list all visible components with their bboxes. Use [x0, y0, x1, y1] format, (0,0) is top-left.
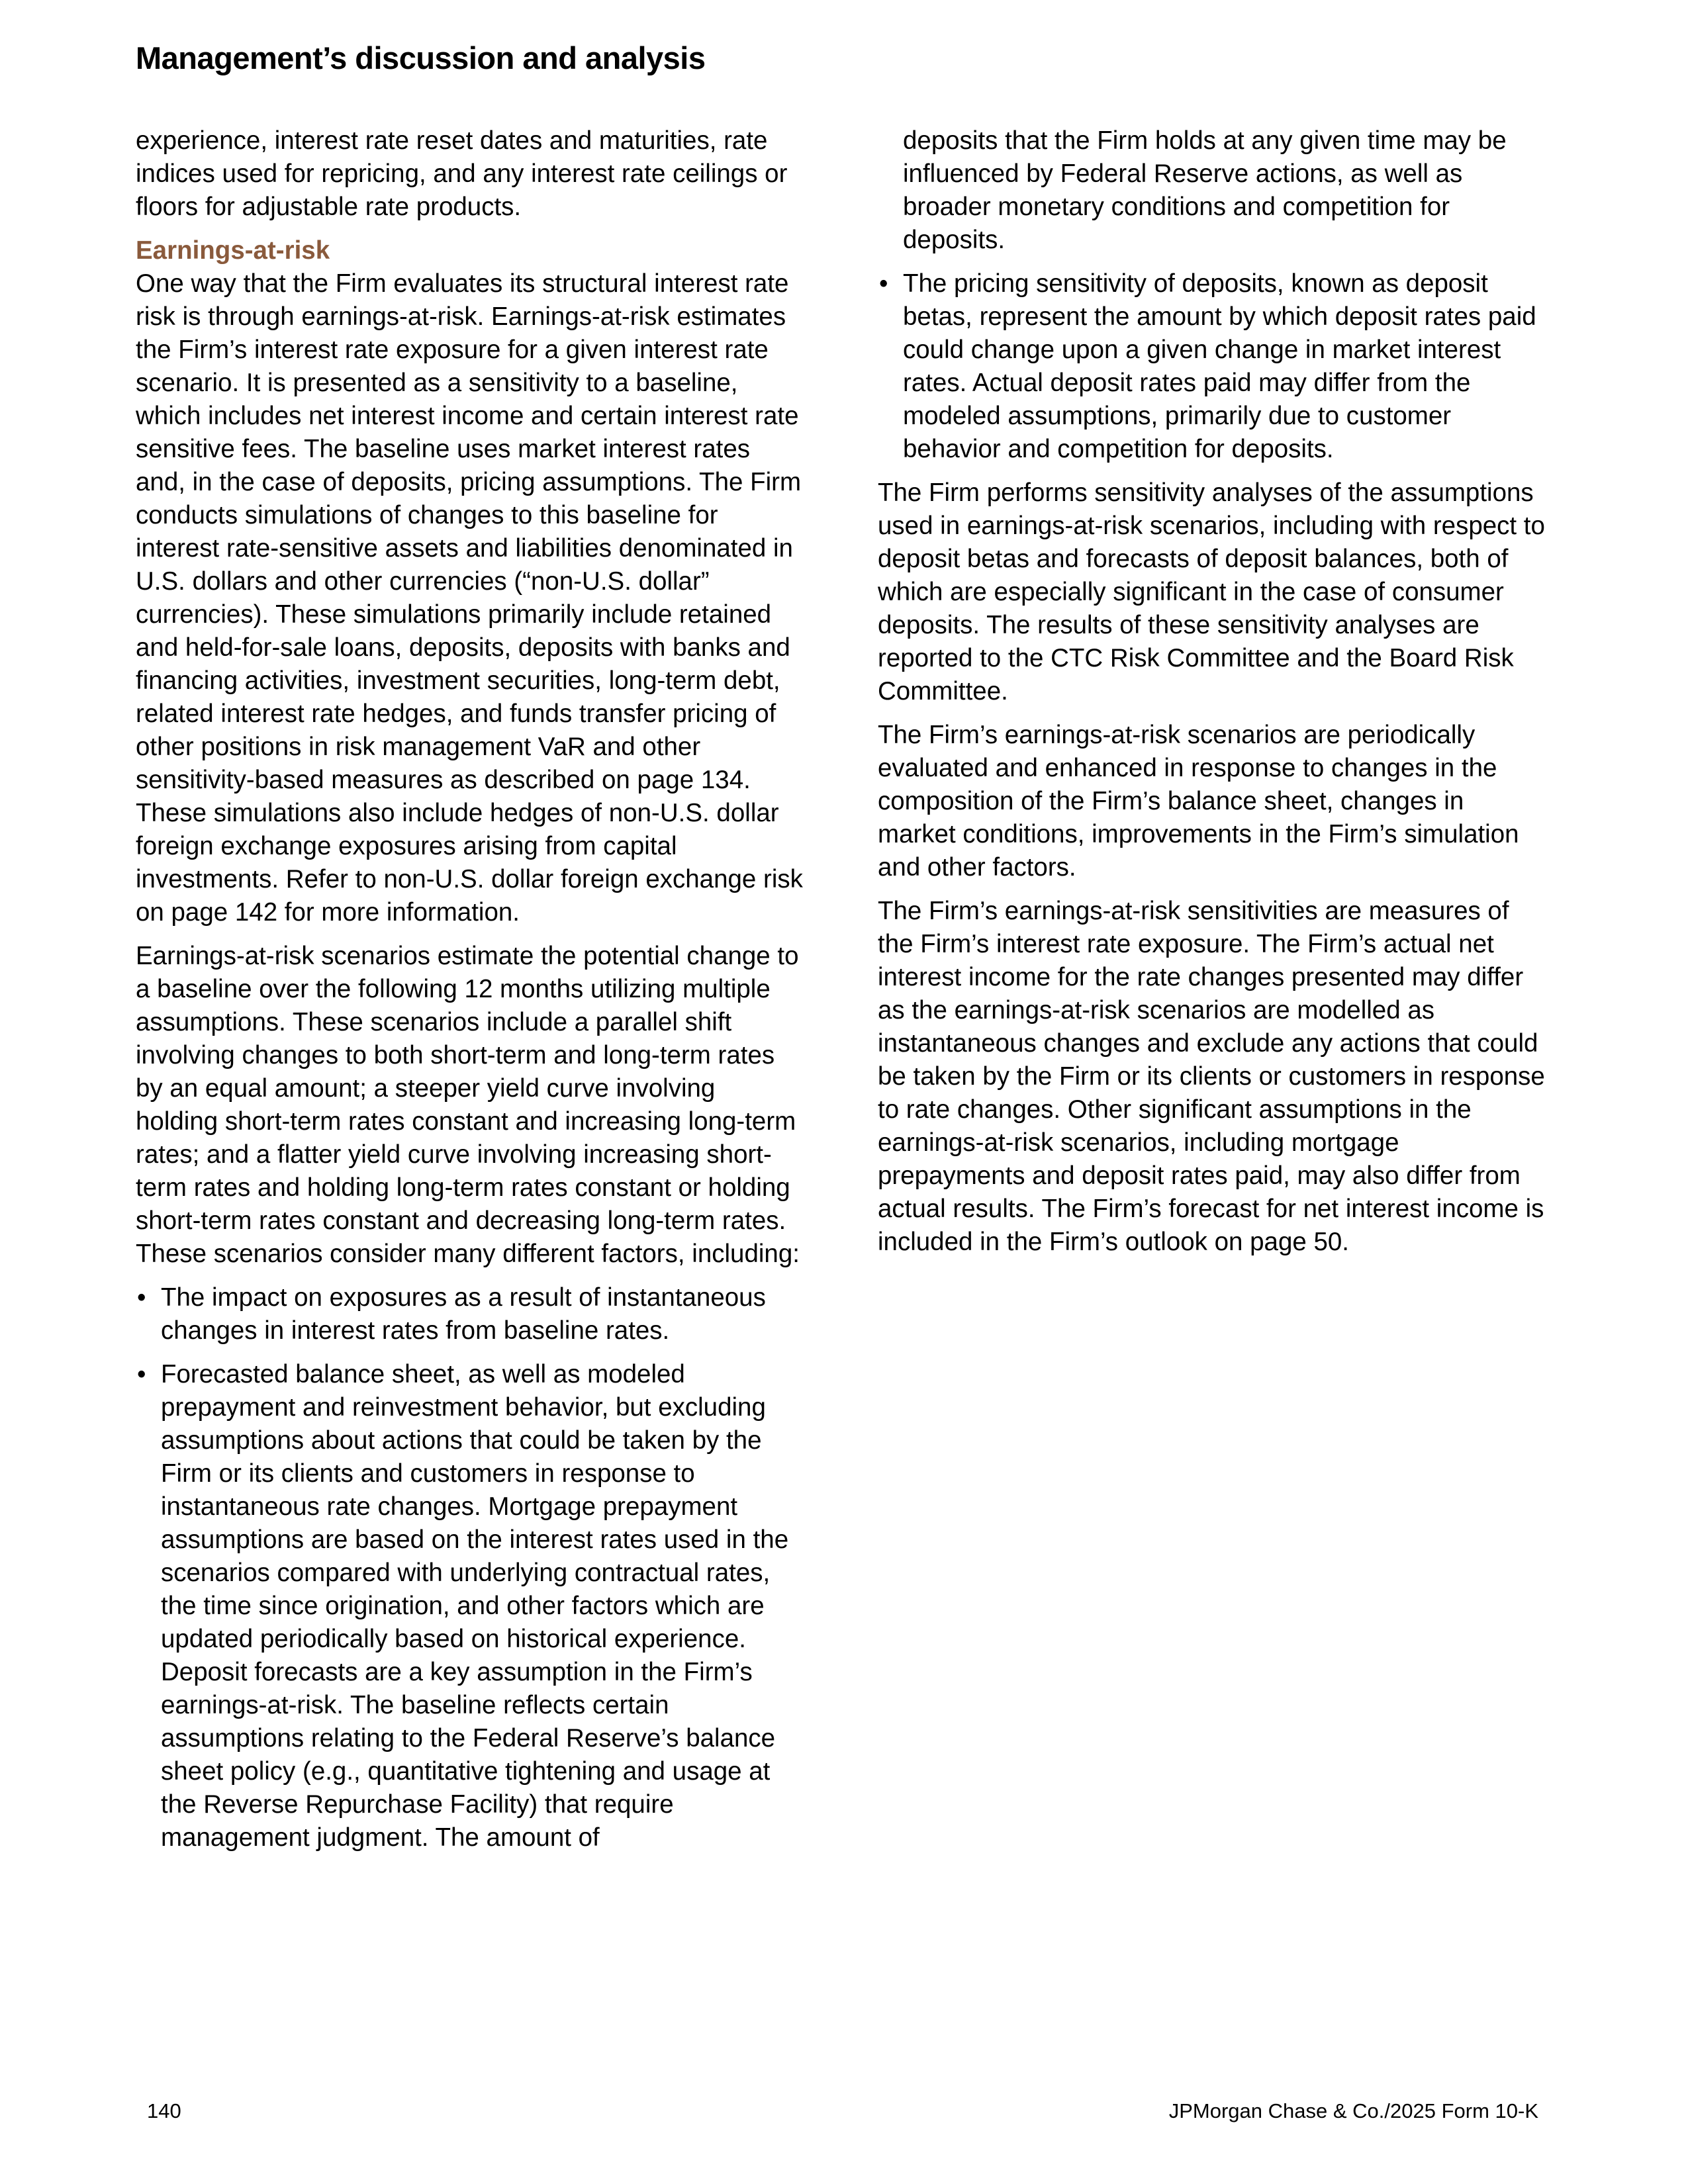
- page-number: 140: [147, 2099, 181, 2122]
- exposure-measures-paragraph: The Firm’s earnings-at-risk sensitivities are measures of the Firm’s interest rate exposure. The Firm’s actual net interest income for the rate changes presented may differ as the earnings-at-risk scenarios are modelled as instantaneous changes and exclude any actions that could be taken by the Firm or its clients or customers in response to rate changes. Other significant assumptions in the earnings-at-risk scenarios, including mortgage prepayments and deposit rates paid, may also differ from actual results. The Firm’s forecast for net interest income is included in the Firm’s outlook on page 50.: [878, 897, 1545, 1256]
- bullet-continuation: deposits that the Firm holds at any given time may be influenced by Federal Reserve actions, as well as broader monetary conditions and competition for deposits.: [903, 126, 1507, 254]
- list-item-text: The pricing sensitivity of deposits, known as deposit betas, represent the amount by which deposit rates paid could change upon a given change in market interest rates. Actual deposit rates paid may differ from the modeled assumptions, primarily due to customer behavior and competition for deposits.: [903, 269, 1536, 463]
- bullet-icon: •: [137, 1283, 146, 1312]
- list-item-text: Forecasted balance sheet, as well as modeled prepayment and reinvestment behavior, but excluding assumptions about actions that could be taken by the Firm or its clients and customers in response to instantaneous rate changes. Mortgage prepayment assumptions are based on the interest rates used in the scenarios compared with underlying contractual rates, the time since origination, and other factors which are updated periodically based on historical experience. Deposit forecasts are a key assumption in the Firm’s earnings-at-risk. The baseline reflects certain assumptions relating to the Federal Reserve’s balance sheet policy (e.g., quantitative tightening and usage at the Reverse Repurchase Facility) that require management judgment. The amount of: [161, 1360, 789, 1852]
- left-column: [136, 124, 804, 1865]
- right-column: [878, 124, 1546, 1269]
- intro-paragraph: experience, interest rate reset dates and maturities, rate indices used for repricing, and any interest rate ceilings or floors for adjustable rate products.: [136, 126, 788, 221]
- sensitivity-analysis-paragraph: The Firm performs sensitivity analyses of the assumptions used in earnings-at-risk scenarios, including with respect to deposit betas and forecasts of deposit balances, both of which are especially significant in the case of consumer deposits. The results of these sensitivity analyses are reported to the CTC Risk Committee and the Board Risk Committee.: [878, 478, 1545, 705]
- scenario-evaluation-paragraph: The Firm’s earnings-at-risk scenarios are periodically evaluated and enhanced in response to changes in the composition of the Firm’s balance sheet, changes in market conditions, improvements in the Firm’s simulation and other factors.: [878, 721, 1519, 882]
- bullet-icon: •: [137, 1360, 146, 1388]
- page-title: Management’s discussion and analysis: [136, 40, 706, 75]
- factors-list: [136, 1281, 804, 1854]
- list-item: [136, 1358, 804, 1854]
- section-heading-earnings-at-risk: Earnings-at-risk: [136, 236, 330, 265]
- bullet-icon: •: [879, 269, 888, 298]
- earnings-at-risk-paragraph-1: One way that the Firm evaluates its structural interest rate risk is through earnings-at-risk. Earnings-at-risk estimates the Firm’s interest rate exposure for a given interest rate scenario. It is presented as a sensitivity to a baseline, which includes net interest income and certain interest rate sensitive fees. The baseline uses market interest rates and, in the case of deposits, pricing assumptions. The Firm conducts simulations of changes to this baseline for interest rate-sensitive assets and liabilities denominated in U.S. dollars and other currencies (“non-U.S. dollar” currencies). These simulations primarily include retained and held-for-sale loans, deposits, deposits with banks and financing activities, investment securities, long-term debt, related interest rate hedges, and funds transfer pricing of other positions in risk management VaR and other sensitivity-based measures as described on page 134. These simulations also include hedges of non-U.S. dollar foreign exchange exposures arising from capital investments. Refer to non-U.S. dollar foreign exchange risk on page 142 for more information.: [136, 269, 803, 927]
- list-item-text: The impact on exposures as a result of instantaneous changes in interest rates from baseline rates.: [161, 1283, 766, 1345]
- list-item: [136, 1281, 804, 1347]
- document-title: JPMorgan Chase & Co./2025 Form 10-K: [1168, 2099, 1538, 2122]
- earnings-at-risk-paragraph-2: Earnings-at-risk scenarios estimate the potential change to a baseline over the following 12 months utilizing multiple assumptions. These scenarios include a parallel shift involving changes to both short-term and long-term rates by an equal amount; a steeper yield curve involving holding short-term rates constant and increasing long-term rates; and a flatter yield curve involving increasing short-term rates and holding long-term rates constant or holding short-term rates constant and decreasing long-term rates. These scenarios consider many different factors, including:: [136, 942, 800, 1268]
- factors-list-continued: [878, 267, 1546, 466]
- list-item: [878, 267, 1546, 466]
